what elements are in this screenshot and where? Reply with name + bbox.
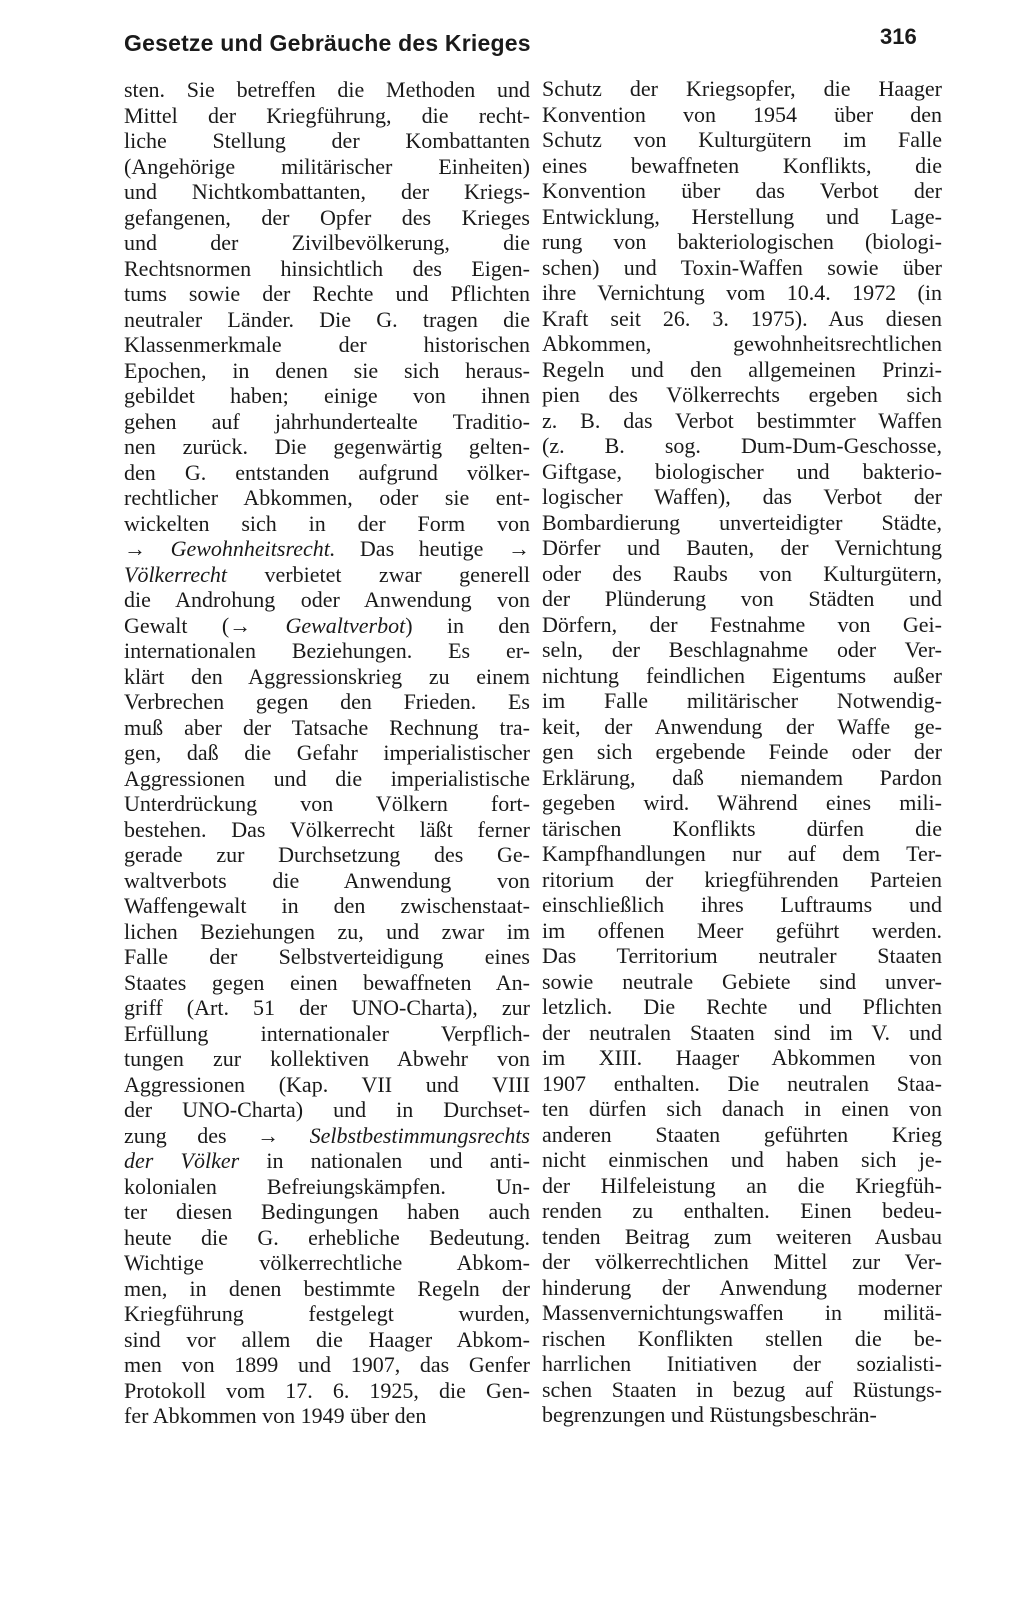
text-line: [124, 128, 530, 154]
text-line: [542, 510, 942, 536]
text-segment: ter diesen Bedingungen haben auch: [124, 1199, 530, 1224]
text-line: [124, 332, 530, 358]
text-segment: Kraft seit 26. 3. 1975). Aus diesen: [542, 305, 942, 331]
text-line: [124, 1403, 530, 1429]
text-segment: gen sich ergebende Feinde oder der: [542, 739, 942, 764]
right-text-column: [542, 76, 942, 1428]
text-segment: verbietet zwar generell: [227, 561, 530, 587]
text-line: [124, 307, 530, 333]
text-line: [542, 1198, 942, 1224]
text-segment: muß aber der Tatsache Rechnung tra-: [124, 714, 530, 740]
text-segment: nen zurück. Die gegenwärtig gelten-: [124, 434, 530, 459]
text-line: [542, 663, 942, 689]
text-segment: Verbrechen gegen den Frieden. Es: [124, 689, 530, 714]
text-line: [542, 1351, 942, 1377]
text-line: [124, 868, 530, 894]
text-line: [124, 638, 530, 664]
text-line: [542, 918, 942, 944]
text-line: [124, 230, 530, 256]
text-line: [124, 409, 530, 435]
text-segment: ten dürfen sich danach in einen von: [542, 1096, 942, 1121]
text-segment: Abkommen, gewohnheitsrechtlichen: [542, 331, 942, 356]
text-line: [124, 766, 530, 792]
text-line: [124, 434, 530, 460]
text-segment: tungen zur kollektiven Abwehr von: [124, 1046, 530, 1071]
text-line: [542, 1147, 942, 1173]
text-line: [542, 1326, 942, 1352]
text-segment: griff (Art. 51 der UNO-Charta), zur: [124, 995, 530, 1020]
text-segment: im offenen Meer geführt werden.: [542, 917, 942, 943]
text-line: [542, 1300, 942, 1326]
text-line: [542, 867, 942, 893]
text-segment: seln, der Beschlagnahme oder Ver-: [542, 637, 942, 662]
text-segment: (Angehörige militärischer Einheiten): [124, 153, 530, 179]
text-line: [124, 995, 530, 1021]
text-line: [124, 587, 530, 613]
text-line: [124, 740, 530, 766]
text-segment: fer Abkommen von 1949 über den: [124, 1403, 427, 1428]
page-number: 316: [880, 24, 917, 49]
text-segment: oder des Raubs von Kulturgütern,: [542, 560, 942, 586]
text-line: [542, 1071, 942, 1097]
text-segment: Bombardierung unverteidigter Städte,: [542, 509, 942, 535]
text-line: [124, 1174, 530, 1200]
text-segment: der völkerrechtlichen Mittel zur Ver-: [542, 1249, 942, 1274]
text-segment: Dörfer und Bauten, der Vernichtung: [542, 535, 942, 560]
text-segment: ritorium der kriegführenden Parteien: [542, 866, 942, 892]
text-line: [542, 331, 942, 357]
text-line: [124, 1199, 530, 1225]
text-segment: Gewalt (→: [124, 612, 286, 638]
text-segment: nicht einmischen und haben sich je-: [542, 1147, 942, 1172]
text-segment: Kampfhandlungen nur auf dem Ter-: [542, 841, 942, 866]
text-line: [542, 306, 942, 332]
text-segment: eines bewaffneten Konflikts, die: [542, 152, 942, 178]
text-line: [124, 281, 530, 307]
text-segment: Das Territorium neutraler Staaten: [542, 943, 942, 968]
text-line: [124, 970, 530, 996]
text-segment: schen) und Toxin-Waffen sowie über: [542, 254, 942, 280]
text-segment: klärt den Aggressionskrieg zu einem: [124, 663, 530, 689]
text-line: [124, 842, 530, 868]
text-line: [124, 1250, 530, 1276]
text-line: [542, 714, 942, 740]
text-segment: und Nichtkombattanten, der Kriegs-: [124, 179, 530, 204]
text-segment: rischen Konflikten stellen die be-: [542, 1325, 942, 1351]
text-line: [124, 511, 530, 537]
text-line: [542, 484, 942, 510]
text-line: [542, 535, 942, 561]
text-segment: kolonialen Befreiungskämpfen. Un-: [124, 1173, 530, 1199]
text-segment: internationalen Beziehungen. Es er-: [124, 638, 530, 663]
text-segment: Entwicklung, Herstellung und Lage-: [542, 203, 942, 229]
text-line: [124, 536, 530, 562]
text-line: [124, 1046, 530, 1072]
text-line: [124, 689, 530, 715]
text-segment: Mittel der Kriegführung, die recht-: [124, 102, 530, 128]
text-segment: der Hilfeleistung an die Kriegfüh-: [542, 1172, 942, 1198]
text-segment: ) in den: [405, 612, 531, 638]
text-segment: der UNO-Charta) und in Durchset-: [124, 1097, 530, 1122]
text-line: [124, 103, 530, 129]
text-segment: sind vor allem die Haager Abkom-: [124, 1326, 530, 1352]
text-line: [542, 561, 942, 587]
text-segment: der neutralen Staaten sind im V. und: [542, 1019, 942, 1045]
text-segment: Waffengewalt in den zwischenstaat-: [124, 893, 530, 918]
text-segment: Massenvernichtungswaffen in militä-: [542, 1300, 942, 1325]
text-segment: Kriegführung festgelegt wurden,: [124, 1301, 530, 1326]
text-segment: im Falle militärischer Notwendig-: [542, 688, 942, 713]
text-line: [542, 612, 942, 638]
text-segment: gebildet haben; einige von ihnen: [124, 383, 530, 408]
text-line: [542, 739, 942, 765]
text-line: [542, 255, 942, 281]
text-line: [124, 893, 530, 919]
text-line: [124, 1021, 530, 1047]
cross-reference-term: Selbstbestimmungsrechts: [309, 1122, 530, 1148]
text-segment: waltverbots die Anwendung von: [124, 867, 530, 893]
text-segment: Aggressionen (Kap. VII und VIII: [124, 1071, 530, 1097]
text-line: [124, 791, 530, 817]
text-segment: logischer Waffen), das Verbot der: [542, 484, 942, 509]
text-line: [124, 460, 530, 486]
text-segment: und der Zivilbevölkerung, die: [124, 230, 530, 255]
text-line: [542, 102, 942, 128]
text-line: [124, 1123, 530, 1149]
cross-reference-term: Völkerrecht: [124, 561, 228, 587]
text-line: [542, 790, 942, 816]
text-segment: men, in denen bestimmte Regeln der: [124, 1275, 530, 1301]
text-line: [542, 994, 942, 1020]
text-segment: sowie neutrale Gebiete sind unver-: [542, 968, 942, 994]
text-line: [124, 613, 530, 639]
text-line: [542, 586, 942, 612]
text-segment: Klassenmerkmale der historischen: [124, 332, 530, 357]
text-segment: tums sowie der Rechte und Pflichten: [124, 281, 530, 306]
text-segment: Unterdrückung von Völkern fort-: [124, 791, 530, 816]
text-segment: hinderung der Anwendung moderner: [542, 1274, 942, 1300]
text-line: [124, 1301, 530, 1327]
text-segment: letzlich. Die Rechte und Pflichten: [542, 994, 942, 1019]
text-segment: Aggressionen und die imperialistische: [124, 765, 530, 791]
left-text-column: [124, 77, 530, 1429]
text-line: [542, 943, 942, 969]
text-line: [542, 1096, 942, 1122]
text-line: [124, 383, 530, 409]
text-line: [124, 154, 530, 180]
text-segment: Konvention von 1954 über den: [542, 101, 942, 127]
text-segment: tenden Beitrag zum weiteren Ausbau: [542, 1223, 942, 1249]
text-segment: Staates gegen einen bewaffneten An-: [124, 969, 530, 995]
text-segment: lichen Beziehungen zu, und zwar im: [124, 918, 530, 944]
text-line: [124, 1378, 530, 1404]
text-segment: schen Staaten in bezug auf Rüstungs-: [542, 1376, 942, 1402]
cross-reference-term: der Völker: [124, 1148, 240, 1173]
text-segment: Erfüllung internationaler Verpflich-: [124, 1020, 530, 1046]
text-line: [542, 1249, 942, 1275]
text-line: [542, 357, 942, 383]
text-line: [542, 76, 942, 102]
text-line: [124, 562, 530, 588]
text-segment: Konvention über das Verbot der: [542, 178, 942, 203]
text-segment: Falle der Selbstverteidigung eines: [124, 944, 530, 969]
text-segment: Schutz von Kulturgütern im Falle: [542, 127, 942, 152]
text-segment: Wichtige völkerrechtliche Abkom-: [124, 1250, 530, 1275]
text-line: [542, 178, 942, 204]
text-line: [542, 1020, 942, 1046]
text-line: [124, 664, 530, 690]
text-line: [542, 1377, 942, 1403]
text-line: [124, 817, 530, 843]
text-line: [542, 1173, 942, 1199]
cross-reference-term: Gewohnheitsrecht.: [170, 536, 336, 561]
text-segment: z. B. das Verbot bestimmter Waffen: [542, 407, 942, 433]
text-segment: heute die G. erhebliche Bedeutung.: [124, 1224, 530, 1250]
text-line: [542, 382, 942, 408]
text-segment: nichtung feindlichen Eigentums außer: [542, 662, 942, 688]
text-segment: gegeben wird. Während eines mili-: [542, 790, 942, 815]
text-segment: 1907 enthalten. Die neutralen Staa-: [542, 1070, 942, 1096]
text-line: [124, 205, 530, 231]
text-line: [542, 459, 942, 485]
text-line: [542, 280, 942, 306]
text-line: [542, 841, 942, 867]
text-segment: wickelten sich in der Form von: [124, 510, 530, 536]
text-segment: im XIII. Haager Abkommen von: [542, 1045, 942, 1070]
text-line: [124, 77, 530, 103]
text-line: [542, 969, 942, 995]
text-line: [542, 765, 942, 791]
text-segment: begrenzungen und Rüstungsbeschrän-: [542, 1402, 877, 1427]
text-segment: einschließlich ihres Luftraums und: [542, 892, 942, 917]
text-segment: Rechtsnormen hinsichtlich des Eigen-: [124, 255, 530, 281]
text-segment: keit, der Anwendung der Waffe ge-: [542, 713, 942, 739]
text-segment: neutraler Länder. Die G. tragen die: [124, 306, 530, 332]
text-line: [124, 715, 530, 741]
text-segment: pien des Völkerrechts ergeben sich: [542, 382, 942, 407]
text-segment: sten. Sie betreffen die Methoden und: [124, 77, 530, 102]
text-segment: men von 1899 und 1907, das Genfer: [124, 1352, 530, 1377]
text-segment: renden zu enthalten. Einen bedeu-: [542, 1198, 942, 1223]
text-line: [542, 1224, 942, 1250]
text-segment: anderen Staaten geführten Krieg: [542, 1121, 942, 1147]
text-line: [542, 1402, 942, 1428]
text-line: [542, 637, 942, 663]
text-segment: zung des →: [124, 1122, 310, 1148]
text-segment: ihre Vernichtung vom 10.4. 1972 (in: [542, 280, 942, 305]
text-segment: die Androhung oder Anwendung von: [124, 587, 530, 612]
text-line: [124, 358, 530, 384]
text-segment: Schutz der Kriegsopfer, die Haager: [542, 76, 942, 101]
text-line: [542, 1275, 942, 1301]
text-line: [542, 127, 942, 153]
running-title: Gesetze und Gebräuche des Krieges: [124, 30, 531, 56]
text-line: [124, 256, 530, 282]
text-line: [542, 153, 942, 179]
cross-reference-term: Gewaltverbot: [285, 612, 406, 638]
text-line: [124, 1352, 530, 1378]
text-segment: Protokoll vom 17. 6. 1925, die Gen-: [124, 1377, 530, 1403]
text-segment: der Plünderung von Städten und: [542, 586, 942, 611]
text-segment: Regeln und den allgemeinen Prinzi-: [542, 356, 942, 382]
text-segment: →: [124, 536, 171, 561]
text-segment: rechtlicher Abkommen, oder sie ent-: [124, 485, 530, 510]
text-segment: bestehen. Das Völkerrecht läßt ferner: [124, 816, 530, 842]
text-line: [124, 179, 530, 205]
text-segment: liche Stellung der Kombattanten: [124, 128, 530, 153]
text-line: [124, 1072, 530, 1098]
text-line: [542, 204, 942, 230]
text-segment: gefangenen, der Opfer des Krieges: [124, 204, 530, 230]
text-segment: den G. entstanden aufgrund völker-: [124, 459, 530, 485]
text-line: [542, 816, 942, 842]
text-segment: gehen auf jahrhundertealte Traditio-: [124, 408, 530, 434]
text-line: [124, 919, 530, 945]
text-line: [124, 1327, 530, 1353]
text-segment: gen, daß die Gefahr imperialistischer: [124, 740, 530, 765]
text-line: [542, 1122, 942, 1148]
text-segment: harrlichen Initiativen der sozialisti-: [542, 1351, 942, 1376]
text-line: [124, 1276, 530, 1302]
text-line: [124, 944, 530, 970]
text-segment: tärischen Konflikts dürfen die: [542, 815, 942, 841]
text-segment: rung von bakteriologischen (biologi-: [542, 229, 942, 254]
text-line: [542, 433, 942, 459]
text-segment: Erklärung, daß niemandem Pardon: [542, 764, 942, 790]
text-line: [542, 408, 942, 434]
text-line: [542, 892, 942, 918]
text-segment: Dörfern, der Festnahme von Gei-: [542, 611, 942, 637]
text-segment: gerade zur Durchsetzung des Ge-: [124, 842, 530, 867]
text-line: [124, 1225, 530, 1251]
text-line: [542, 688, 942, 714]
text-line: [124, 1148, 530, 1174]
text-segment: Epochen, in denen sie sich heraus-: [124, 357, 530, 383]
text-segment: Das heutige →: [335, 536, 531, 561]
text-segment: (z. B. sog. Dum-Dum-Geschosse,: [542, 433, 942, 458]
text-line: [542, 1045, 942, 1071]
text-line: [124, 1097, 530, 1123]
text-line: [124, 485, 530, 511]
text-segment: in nationalen und anti-: [239, 1148, 531, 1173]
text-segment: Giftgase, biologischer und bakterio-: [542, 458, 942, 484]
text-line: [542, 229, 942, 255]
